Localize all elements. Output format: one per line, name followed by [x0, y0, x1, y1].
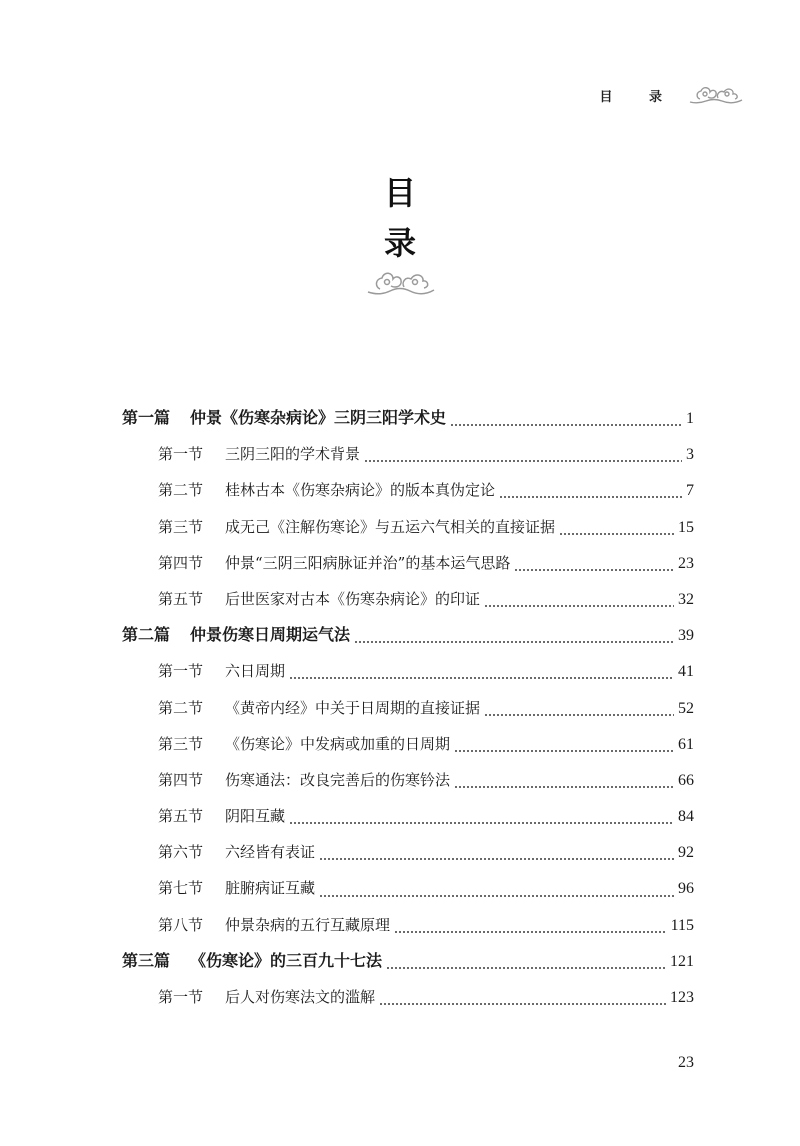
toc-entry-label: 第一节	[158, 662, 204, 681]
dot-leader	[386, 967, 666, 969]
toc-entry-page: 84	[678, 808, 694, 826]
running-head-title: 目 录	[599, 89, 678, 105]
toc-entry-title: 《伤寒论》中发病或加重的日周期	[225, 734, 451, 753]
toc-entry-section[interactable]	[122, 513, 694, 549]
toc-entry-page: 66	[678, 771, 694, 789]
toc-entry-section[interactable]	[122, 911, 694, 947]
dot-leader	[450, 424, 682, 426]
toc-entry-label: 第一节	[158, 988, 204, 1006]
toc-entry-section[interactable]	[122, 694, 694, 730]
toc-entry-title: 伤寒通法：改良完善后的伤寒钤法	[225, 770, 451, 789]
toc-entry-title: 仲景“三阴三阳病脉证并治”的基本运气思路	[225, 553, 511, 572]
auspicious-cloud-icon	[688, 84, 744, 106]
dot-leader	[514, 569, 674, 571]
toc-entry-page: 3	[686, 446, 694, 464]
toc-entry-page: 96	[678, 880, 694, 898]
toc-entry-page: 123	[670, 989, 694, 1006]
toc-entry-title: 仲景伤寒日周期运气法	[190, 625, 351, 645]
toc-entry-page: 61	[678, 735, 694, 753]
toc-entry-section[interactable]	[122, 983, 694, 1019]
toc-entry-label: 第三节	[158, 734, 204, 753]
toc-entry-label: 第二节	[158, 698, 204, 717]
toc-entry-label: 第三篇	[122, 950, 171, 970]
toc-entry-section[interactable]	[122, 585, 694, 621]
toc-entry-title: 《伤寒论》的三百九十七法	[190, 950, 383, 970]
page-title	[0, 168, 800, 268]
toc-entry-title: 《黄帝内经》中关于日周期的直接证据	[225, 698, 481, 717]
toc-entry-page: 23	[678, 554, 694, 572]
toc-entry-label: 第六节	[158, 843, 204, 862]
table-of-contents	[122, 404, 694, 1019]
toc-entry-page: 15	[678, 518, 694, 536]
toc-entry-label: 第五节	[158, 589, 204, 608]
toc-entry-title: 仲景杂病的五行互藏原理	[225, 915, 391, 934]
dot-leader	[289, 822, 674, 824]
toc-entry-label: 第四节	[158, 553, 204, 572]
dot-leader	[354, 641, 674, 643]
toc-entry-part[interactable]	[122, 404, 694, 440]
toc-entry-page: 1	[686, 410, 694, 427]
toc-entry-label: 第八节	[158, 915, 204, 934]
toc-entry-section[interactable]	[122, 730, 694, 766]
page-title-char-2: 录	[383, 224, 416, 262]
toc-entry-label: 第五节	[158, 807, 204, 826]
toc-entry-title: 六日周期	[225, 662, 286, 681]
toc-entry-page: 92	[678, 844, 694, 862]
title-cloud-icon	[366, 268, 436, 298]
toc-entry-section[interactable]	[122, 549, 694, 585]
dot-leader	[289, 677, 674, 679]
toc-entry-title: 脏腑病证互藏	[225, 879, 316, 898]
toc-entry-section[interactable]	[122, 766, 694, 802]
toc-entry-section[interactable]	[122, 802, 694, 838]
toc-entry-label: 第一节	[158, 445, 204, 464]
toc-entry-part[interactable]	[122, 947, 694, 983]
toc-entry-title: 后世医家对古本《伤寒杂病论》的印证	[225, 589, 481, 608]
toc-entry-section[interactable]	[122, 476, 694, 512]
dot-leader	[454, 750, 674, 752]
toc-entry-title: 六经皆有表证	[225, 843, 316, 862]
toc-entry-part[interactable]	[122, 621, 694, 657]
dot-leader	[454, 786, 674, 788]
toc-entry-page: 41	[678, 663, 694, 681]
dot-leader	[559, 533, 674, 535]
toc-entry-title: 成无己《注解伤寒论》与五运六气相关的直接证据	[225, 517, 556, 536]
toc-entry-label: 第一篇	[122, 408, 171, 427]
dot-leader	[379, 1003, 666, 1005]
toc-entry-label: 第二篇	[122, 625, 171, 645]
dot-leader	[484, 714, 674, 716]
toc-entry-section[interactable]	[122, 440, 694, 476]
dot-leader	[499, 496, 682, 498]
toc-entry-page: 52	[678, 699, 694, 717]
toc-entry-title: 三阴三阳的学术背景	[225, 445, 361, 464]
toc-entry-label: 第七节	[158, 879, 204, 898]
dot-leader	[319, 858, 674, 860]
toc-entry-section[interactable]	[122, 657, 694, 693]
toc-entry-section[interactable]	[122, 838, 694, 874]
toc-entry-title: 仲景《伤寒杂病论》三阴三阳学术史	[190, 408, 447, 427]
dot-leader	[484, 605, 674, 607]
page-title-char-1: 目	[383, 174, 416, 212]
toc-entry-page: 39	[678, 627, 694, 645]
toc-entry-label: 第四节	[158, 770, 204, 789]
toc-entry-label: 第三节	[158, 517, 204, 536]
toc-entry-page: 121	[670, 952, 694, 970]
toc-entry-page: 7	[686, 482, 694, 500]
running-head	[599, 84, 744, 106]
dot-leader	[364, 460, 682, 462]
toc-entry-title: 阴阳互藏	[225, 807, 286, 826]
toc-entry-page: 115	[670, 916, 694, 934]
page-number: 23	[678, 1054, 694, 1071]
toc-entry-title: 后人对伤寒法文的滥解	[225, 988, 376, 1006]
toc-entry-page: 32	[678, 590, 694, 608]
toc-entry-title: 桂林古本《伤寒杂病论》的版本真伪定论	[225, 481, 496, 500]
toc-entry-label: 第二节	[158, 481, 204, 500]
dot-leader	[394, 931, 667, 933]
toc-entry-section[interactable]	[122, 874, 694, 910]
dot-leader	[319, 895, 674, 897]
